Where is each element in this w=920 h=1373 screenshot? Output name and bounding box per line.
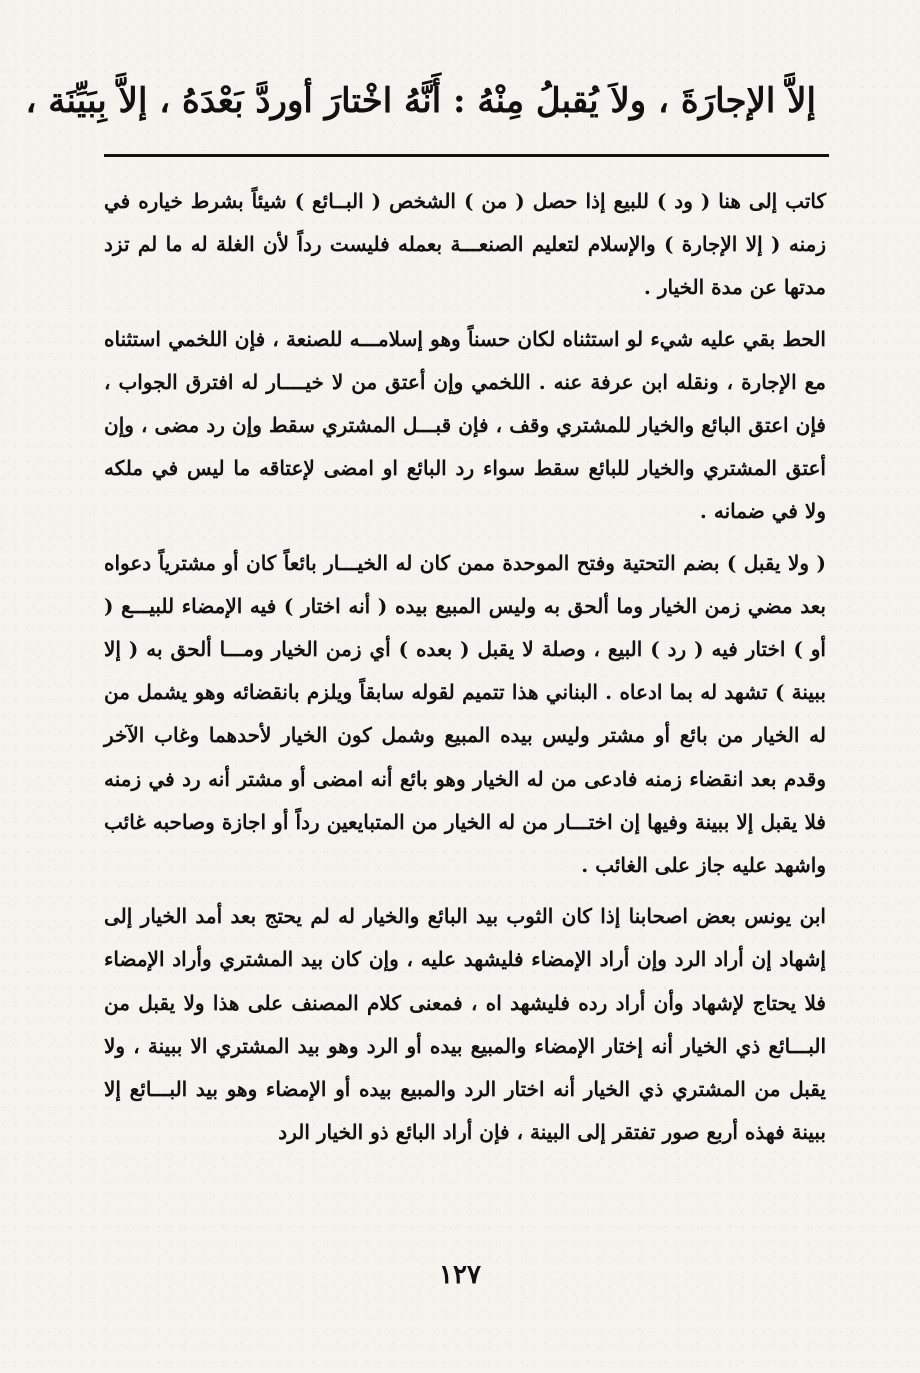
paragraph-3: ( ولا يقبل ) بضم التحتية وفتح الموحدة ممن كان له الخيـــار بائعاً كان أو مشترياً دعواه بعد مضي زمن الخيار وما ألحق به وليس المبيع بيده ( أنه اختار ) فيه الإمضاء للبيـــع ( أو ) اختار فيه ( رد ) البيع ، وصلة لا يقبل ( بعده ) أي زمن الخيار ومـــا ألحق به ( إلا ببينة ) تشهد له بما ادعاه . البناني هذا تتميم لقوله سابقاً ويلزم بانقضائه وهو يشمل من له الخيار من بائع أو مشتر وليس بيده المبيع وشمل كون الخيار لأحدهما وغاب الآخر وقدم بعد انقضاء زمنه فادعى من له الخيار وهو بائع أنه امضى أو مشتر أنه رد في زمنه فلا يقبل إلا ببينة وفيها إن اختـــار من له الخيار من المتبايعين رداً أو اجازة وصاحبه غائب واشهد عليه جاز على الغائب .	[104, 550, 827, 878]
paragraph-2: الحط بقي عليه شيء لو استثناه لكان حسناً وهو إسلامـــه للصنعة ، فإن اللخمي استثناه مع الإجارة ، ونقله ابن عرفة عنه . اللخمي وإن أعتق من لا خيــــار له افترق الجواب ، فإن اعتق البائع والخيار للمشتري وقف ، فإن قبـــل المشتري سقط وإن رد مضى ، وإن أعتق المشتري والخيار للبائع سقط سواء رد البائع او امضى لإعتاقه ما ليس في ملكه ولا في ضمانه .	[104, 326, 826, 524]
paragraph-4: ابن يونس بعض اصحابنا إذا كان الثوب بيد البائع والخيار له لم يحتج بعد أمد الخيار إلى إشهاد إن أراد الرد وإن أراد الإمضاء فليشهد عليه ، وإن كان بيد المشتري وأراد الإمضاء فلا يحتاج لإشهاد وأن أراد رده فليشهد اه ، فمعنى كلام المصنف على هذا ولا يقبل من البـــائع ذي الخيار أنه إختار الإمضاء والمبيع بيده أو الرد وهو بيد المشتري الا ببينة ، ولا يقبل من المشتري ذي الخيار أنه اختار الرد والمبيع بيده أو الإمضاء وهو بيد البـــائع إلا ببينة فهذه أربع صور تفتقر إلى البينة ، فإن أراد البائع ذو الخيار الرد	[104, 904, 826, 1145]
header-rule	[104, 154, 829, 157]
page-number: ١٢٧	[439, 1260, 481, 1290]
running-head: إلاَّ الإجارَةَ ، ولاَ يُقبلُ مِنْهُ : أَنَّهُ اخْتارَ أوردَّ بَعْدَهُ ، إلاَّ بِبَيِّنَة ،	[25, 81, 816, 121]
commentary-body	[104, 180, 826, 1162]
paragraph-1: كاتب إلى هنا ( ود ) للبيع إذا حصل ( من ) الشخص ( البــائع ) شيئاً بشرط خياره في زمنه ( إلا الإجارة ) والإسلام لتعليم الصنعـــة بعمله فليست رداً لأن الغلة له ما لم تزد مدتها عن مدة الخيار .	[104, 189, 826, 300]
